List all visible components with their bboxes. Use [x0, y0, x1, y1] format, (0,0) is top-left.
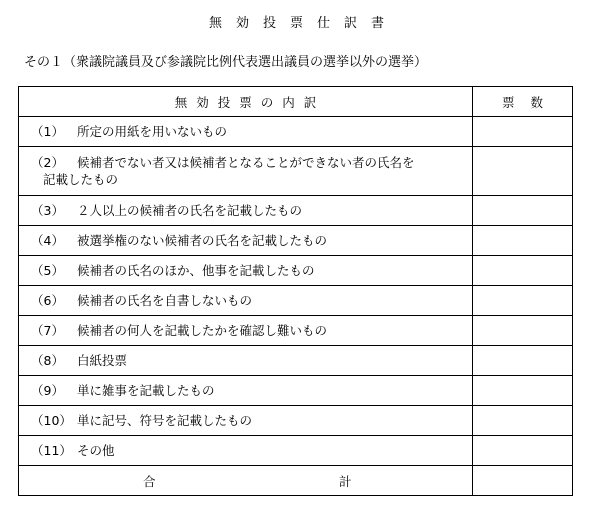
row-text: 候補者の何人を記載したかを確認し難いもの	[77, 323, 328, 338]
row-number: （1）	[31, 124, 64, 139]
table-row	[19, 406, 573, 436]
row-text: 被選挙権のない候補者の氏名を記載したもの	[77, 233, 328, 248]
row-text: ２人以上の候補者の氏名を記載したもの	[77, 203, 303, 218]
total-label-left: 合	[143, 473, 156, 489]
row-number: （6）	[31, 293, 64, 308]
row-text: 候補者の氏名のほか、他事を記載したもの	[77, 263, 315, 278]
row-count-cell[interactable]	[473, 376, 573, 406]
row-number: （7）	[31, 323, 64, 338]
row-text: 白紙投票	[77, 353, 128, 368]
table-row	[19, 147, 573, 196]
total-row	[19, 466, 573, 496]
table-row	[19, 376, 573, 406]
row-number: （5）	[31, 263, 64, 278]
row-text: 所定の用紙を用いないもの	[77, 124, 228, 139]
row-label	[19, 117, 473, 147]
row-number: （4）	[31, 233, 64, 248]
row-count-cell[interactable]	[473, 286, 573, 316]
row-count-cell[interactable]	[473, 406, 573, 436]
table-row	[19, 286, 573, 316]
row-text: 候補者の氏名を自書しないもの	[77, 293, 253, 308]
row-label	[19, 196, 473, 226]
row-count-cell[interactable]	[473, 316, 573, 346]
table-row	[19, 346, 573, 376]
invalid-votes-table	[18, 86, 573, 496]
row-label	[19, 256, 473, 286]
row-number: （10）	[31, 413, 72, 428]
row-label	[19, 346, 473, 376]
row-count-cell[interactable]	[473, 196, 573, 226]
row-number: （8）	[31, 353, 64, 368]
table-row	[19, 226, 573, 256]
table-row	[19, 256, 573, 286]
row-label	[19, 147, 473, 196]
row-text-continued: 記載したもの	[43, 172, 119, 187]
row-label	[19, 226, 473, 256]
table-row	[19, 196, 573, 226]
row-number: （2）	[31, 155, 64, 170]
row-number: （9）	[31, 383, 64, 398]
table-row	[19, 316, 573, 346]
row-label	[19, 316, 473, 346]
row-text: 単に記号、符号を記載したもの	[77, 413, 253, 428]
row-label	[19, 406, 473, 436]
total-label-right: 計	[339, 473, 352, 489]
row-label	[19, 286, 473, 316]
row-count-cell[interactable]	[473, 256, 573, 286]
row-count-cell[interactable]	[473, 117, 573, 147]
table-row	[19, 117, 573, 147]
header-vote-count: 票数	[473, 87, 573, 117]
row-count-cell[interactable]	[473, 436, 573, 466]
row-number: （11）	[31, 443, 72, 458]
total-label-cell	[19, 466, 473, 496]
total-count-cell[interactable]	[473, 466, 573, 496]
document-title: 無効投票仕訳書	[208, 16, 398, 31]
row-number: （3）	[31, 203, 64, 218]
row-text: その他	[77, 443, 115, 458]
row-text: 候補者でない者又は候補者となることができない者の氏名を	[77, 155, 415, 170]
table-row	[19, 436, 573, 466]
table-header-row	[19, 87, 573, 117]
row-label	[19, 376, 473, 406]
row-text: 単に雑事を記載したもの	[77, 383, 215, 398]
row-count-cell[interactable]	[473, 226, 573, 256]
row-label	[19, 436, 473, 466]
header-breakdown: 無効投票の内訳	[19, 87, 473, 117]
row-count-cell[interactable]	[473, 346, 573, 376]
document-subtitle: その１（衆議院議員及び参議院比例代表選出議員の選挙以外の選挙）	[24, 55, 428, 70]
row-count-cell[interactable]	[473, 147, 573, 196]
